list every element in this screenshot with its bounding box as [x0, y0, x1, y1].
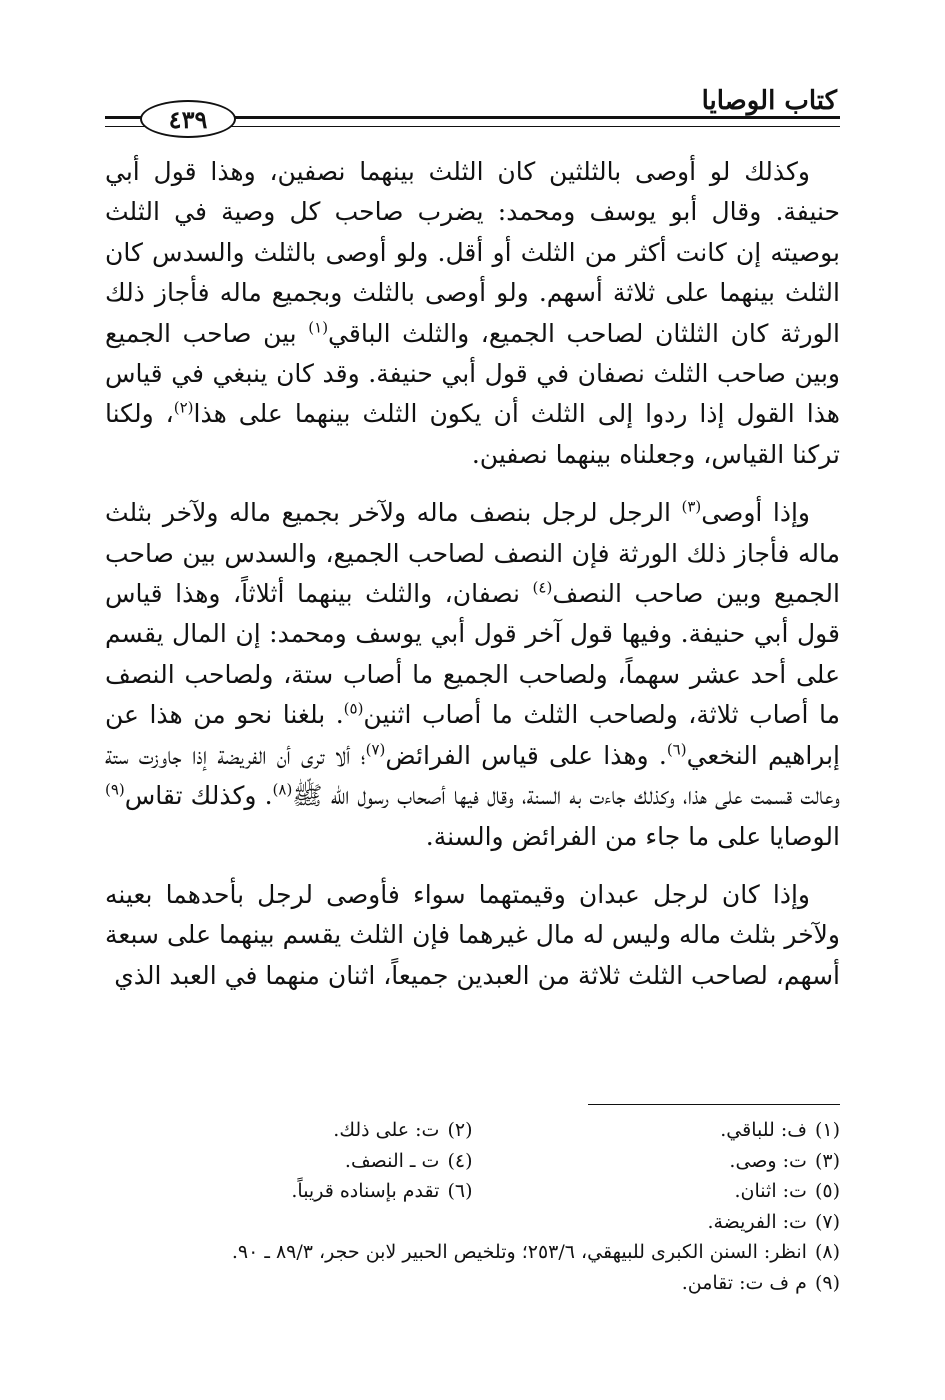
footnote-row [105, 1146, 840, 1177]
footnote-9 [105, 1272, 840, 1294]
text-run: . وكذلك تقاس [124, 781, 273, 811]
footnote-8 [105, 1241, 840, 1263]
footnote-row [105, 1176, 840, 1207]
footnote-text: ت: اثنان. [734, 1180, 807, 1203]
page-number: ٤٣٩ [140, 100, 236, 138]
footnote-text: تقدم بإسناده قريباً. [291, 1180, 440, 1203]
text-run: وإذا أوصى [701, 498, 810, 528]
footnote-row [105, 1115, 840, 1146]
text-run: ؛ ألا ترى أن الفريضة إذا جاوزت ستة وعالت قسمت على هذا، وكذلك جاءت به السنة، وقال فيها أصحاب رسول الله ﷺ [105, 740, 840, 811]
footnote-number: (١) [814, 1119, 840, 1142]
text-run: بين صاحب الجميع وبين صاحب الثلث نصفان في قول أبي حنيفة. وقد كان ينبغي في قياس هذا القول إذا ردوا إلى الثلث أن يكون الثلث بينهما على هذا [105, 318, 840, 429]
footnote-marker: (٢) [173, 399, 194, 418]
main-text [105, 152, 840, 996]
running-head-title: كتاب الوصايا [701, 86, 837, 116]
text-run: . وهذا على قياس الفرائض [385, 740, 667, 770]
footnote-number: (٦) [447, 1180, 473, 1203]
paragraph-2 [105, 493, 840, 857]
footnote-marker: (٦) [666, 740, 687, 759]
footnote-5 [473, 1180, 841, 1202]
footnote-text: م ف ت: تقامن. [681, 1271, 807, 1294]
text-run: وكذلك لو أوصى بالثلثين كان الثلث بينهما نصفين، وهذا قول أبي حنيفة. وقال أبو يوسف ومحمد: يضرب صاحب كل وصية في الثلث بوصيته إن كانت أكثر من الثلث أو أقل. ولو أوصى بالثلث والسدس كان الثلث بينهما على ثلاثة أسهم. ولو أوصى بالثلث وبجميع ماله فأجاز ذلك الورثة كان الثلثان لصاحب الجميع، والثلث الباقي [105, 157, 840, 348]
footnote-1 [473, 1119, 841, 1141]
footnote-row [105, 1207, 840, 1238]
footnote-3 [473, 1150, 841, 1172]
paragraph-1 [105, 152, 840, 475]
footnote-number: (٨) [814, 1241, 840, 1264]
footnote-number: (٩) [814, 1271, 840, 1294]
footnote-number: (٥) [814, 1180, 840, 1203]
footnote-text: ت: وصى. [729, 1149, 807, 1172]
footnote-marker: (٣) [681, 497, 702, 516]
text-run: ، ولكنا تركنا القياس، وجعلناه بينهما نصفين. [105, 399, 840, 469]
footnote-7 [105, 1211, 840, 1233]
footnote-row [105, 1237, 840, 1268]
footnote-marker: (٥) [343, 699, 364, 718]
footnote-separator [588, 1104, 840, 1105]
footnote-2 [105, 1119, 473, 1141]
footnote-marker: (٧) [365, 740, 386, 759]
footnote-marker: (١) [308, 318, 329, 337]
text-run: . بلغنا نحو من هذا عن إبراهيم النخعي [105, 700, 840, 770]
footnote-number: (٤) [447, 1149, 473, 1172]
footnote-number: (٣) [814, 1149, 840, 1172]
text-run: الوصايا على ما جاء من الفرائض والسنة. [425, 821, 840, 851]
footnote-text: ت: على ذلك. [333, 1119, 440, 1142]
footnote-text: ف: للباقي. [720, 1119, 807, 1142]
footnote-4 [105, 1150, 473, 1172]
footnote-number: (٢) [447, 1119, 473, 1142]
text-run: الرجل لرجل بنصف ماله ولآخر بجميع ماله ولآخر بثلث ماله فأجاز ذلك الورثة فإن النصف لصاحب الجميع، والسدس بين صاحب الجميع وبين صاحب النصف [105, 498, 840, 609]
paragraph-3: وإذا كان لرجل عبدان وقيمتهما سواء فأوصى لرجل بأحدهما بعينه ولآخر بثلث ماله وليس له مال غيرهما فإن الثلث يقسم بينهما على سبعة أسهم، لصاحب الثلث ثلاثة من العبدين جميعاً، اثنان منهما في العبد الذي [105, 879, 840, 990]
footnote-row [105, 1268, 840, 1299]
footnotes [105, 1115, 840, 1298]
footnote-marker: (٤) [532, 578, 553, 597]
footnote-marker: (٩) [105, 780, 125, 799]
footnote-6 [105, 1180, 473, 1202]
footnote-text: ت: الفريضة. [707, 1210, 807, 1233]
footnote-marker: (٨) [272, 780, 293, 799]
footnote-text: انظر: السنن الكبرى للبيهقي، ٢٥٣/٦؛ وتلخيص الحبير لابن حجر، ٨٩/٣ ـ ٩٠. [231, 1241, 807, 1264]
footnote-text: ت ـ النصف. [344, 1149, 440, 1172]
footnote-number: (٧) [814, 1210, 840, 1233]
text-run: نصفان، والثلث بينهما أثلاثاً، وهذا قياس قول أبي حنيفة. وفيها قول آخر قول أبي يوسف ومحمد: إن المال يقسم على أحد عشر سهماً، ولصاحب الجميع ما أصاب ستة، ولصاحب النصف ما أصاب ثلاثة، ولصاحب الثلث ما أصاب اثنين [105, 579, 840, 730]
